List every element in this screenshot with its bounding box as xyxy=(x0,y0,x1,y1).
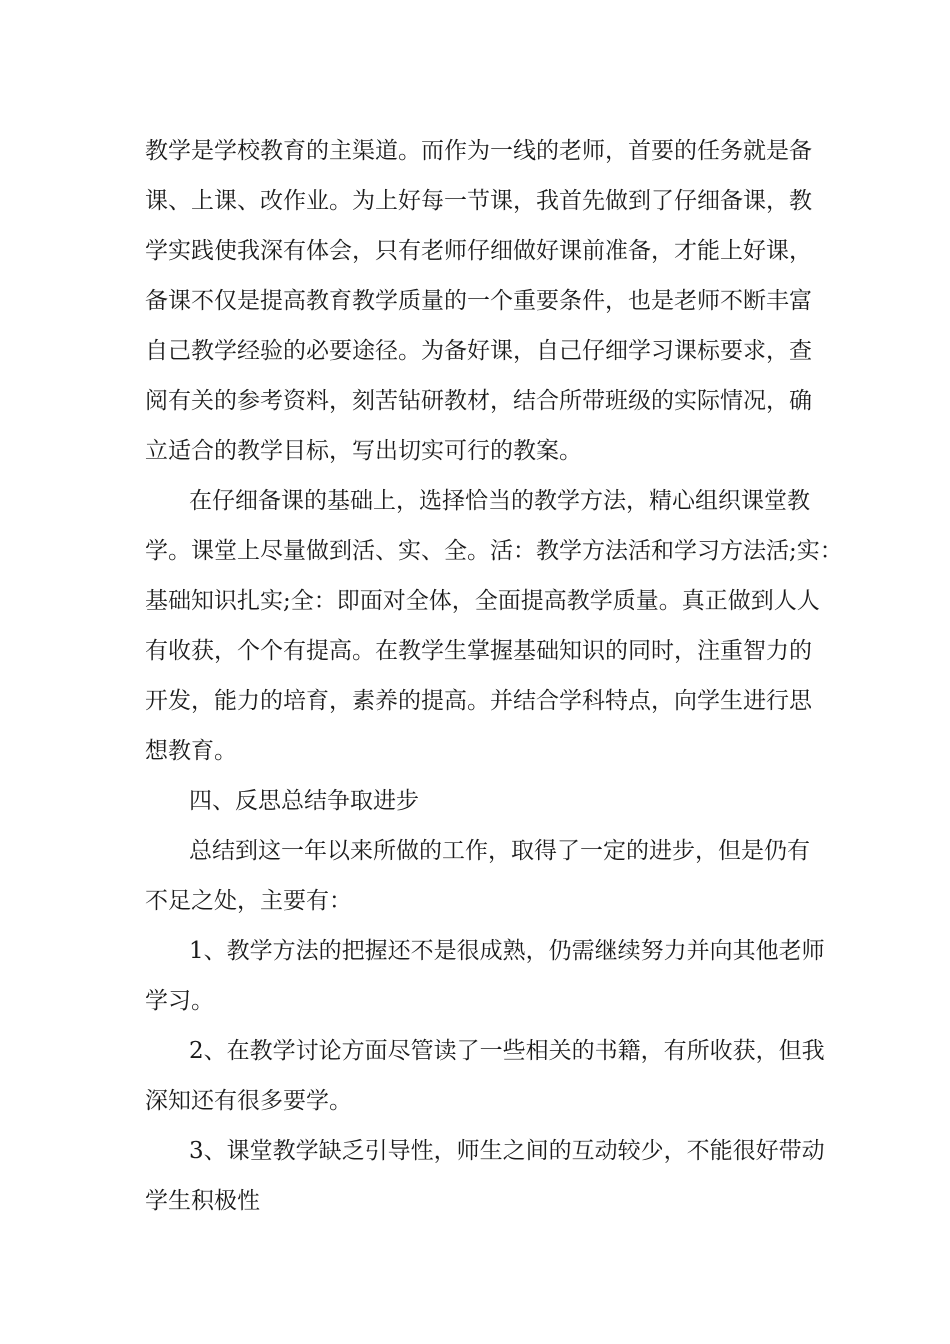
document-body xyxy=(145,126,843,1226)
list-item-line: 2、在教学讨论方面尽管读了一些相关的书籍，有所收获，但我 xyxy=(189,1038,825,1064)
text-line: 不足之处，主要有： xyxy=(145,888,352,914)
text-line: 教学是学校教育的主渠道。而作为一线的老师，首要的任务就是备 xyxy=(145,138,812,164)
text-line: 备课不仅是提高教育教学质量的一个重要条件，也是老师不断丰富 xyxy=(145,288,812,314)
text-line: 学。课堂上尽量做到活、实、全。活：教学方法活和学习方法活;实： xyxy=(145,538,843,564)
list-item-line: 3、课堂教学缺乏引导性，师生之间的互动较少，不能很好带动 xyxy=(189,1138,825,1164)
text-line: 自己教学经验的必要途径。为备好课，自己仔细学习课标要求，查 xyxy=(145,338,812,364)
text-line: 立适合的教学目标，写出切实可行的教案。 xyxy=(145,438,582,464)
text-line: 开发，能力的培育，素养的提高。并结合学科特点，向学生进行思 xyxy=(145,688,812,714)
text-line: 基础知识扎实;全：即面对全体，全面提高教学质量。真正做到人人 xyxy=(145,588,820,614)
text-line: 学实践使我深有体会，只有老师仔细做好课前准备，才能上好课， xyxy=(145,238,812,264)
list-item-line: 1、教学方法的把握还不是很成熟，仍需继续努力并向其他老师 xyxy=(189,938,825,964)
text-line: 在仔细备课的基础上，选择恰当的教学方法，精心组织课堂教 xyxy=(189,488,810,514)
text-line: 阅有关的参考资料，刻苦钻研教材，结合所带班级的实际情况，确 xyxy=(145,388,812,414)
text-line: 有收获，个个有提高。在教学生掌握基础知识的同时，注重智力的 xyxy=(145,638,812,664)
text-line: 深知还有很多要学。 xyxy=(145,1088,352,1114)
section-heading: 四、反思总结争取进步 xyxy=(189,788,419,814)
text-line: 想教育。 xyxy=(145,738,237,764)
text-line: 课、上课、改作业。为上好每一节课，我首先做到了仔细备课，教 xyxy=(145,188,812,214)
text-line: 学生积极性 xyxy=(145,1188,260,1214)
text-line: 学习。 xyxy=(145,988,214,1014)
text-line: 总结到这一年以来所做的工作，取得了一定的进步，但是仍有 xyxy=(189,838,810,864)
